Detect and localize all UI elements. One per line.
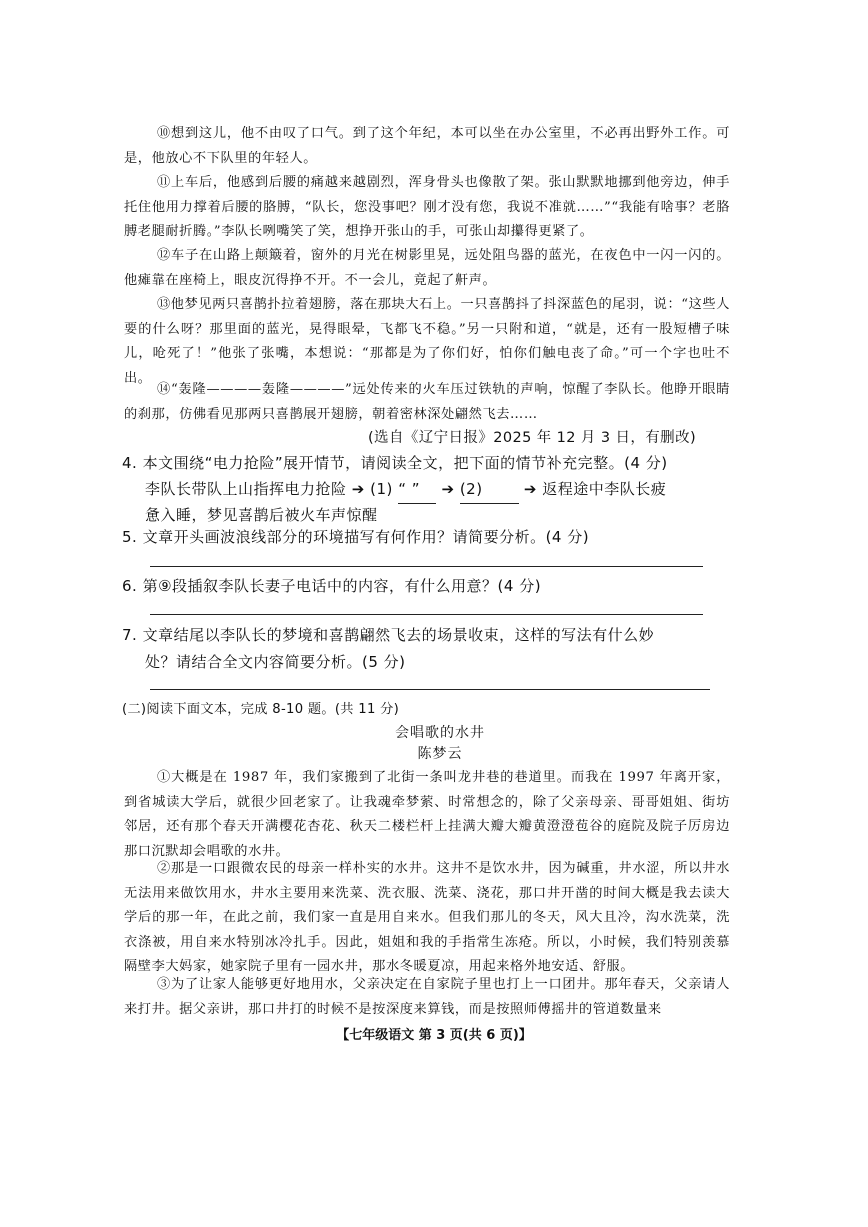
question-7-line2: 处？请结合全文内容简要分析。(5 分) (145, 652, 406, 671)
arrow-icon: ➔ (523, 480, 537, 498)
paragraph-10: ⑩想到这儿，他不由叹了口气。到了这个年纪，本可以坐在办公室里，不必再出野外工作。可是，他放心不下队里的年轻人。 (124, 126, 730, 166)
source-citation: (选自《辽宁日报》2025 年 12 月 3 日，有删改) (368, 430, 697, 446)
paragraph-12: ⑫车子在山路上颠簸着，窗外的月光在树影里晃，远处阻鸟器的蓝光，在夜色中一闪一闪的。他瘫靠在座椅上，眼皮沉得挣不开。不一会儿，竟起了鼾声。 (124, 248, 730, 288)
question-4-flow-cont: 惫入睡，梦见喜鹊后被火车声惊醒 (145, 506, 378, 524)
answer-line-q5[interactable] (150, 566, 703, 567)
question-7 (122, 622, 742, 675)
blank-2-field[interactable] (483, 476, 519, 504)
section-2-heading: (二)阅读下面文本，完成 8-10 题。(共 11 分) (122, 702, 400, 717)
blank-2-label: (2) (460, 476, 483, 504)
page-footer: 【七年级语文 第 3 页(共 6 页)】 (336, 1028, 532, 1043)
flow-start: 李队长带队上山指挥电力抢险 (145, 480, 347, 498)
blank-1-label: (1) (370, 480, 393, 498)
question-7-line1: 7. 文章结尾以李队长的梦境和喜鹊翩然飞去的场景收束，这样的写法有什么妙 (122, 626, 655, 644)
question-4-flow (145, 476, 745, 504)
question-4-text: 4. 本文围绕“电力抢险”展开情节，请阅读全文，把下面的情节补充完整。(4 分) (122, 454, 668, 472)
question-6: 6. 第⑨段插叙李队长妻子电话中的内容，有什么用意？(4 分) (122, 577, 542, 595)
section2-paragraph-1: ①大概是在 1987 年，我们家搬到了北街一条叫龙井巷的巷道里。而我在 1997 年离开家，到省城读大学后，就很少回老家了。让我魂牵梦萦、时常想念的，除了父亲母亲、哥哥姐姐、街坊邻居，还有那个春天开满樱花杏花、秋天二楼栏杆上挂满大瓣大瓣黄澄澄苞谷的庭院及院子厉房边那口沉默却会唱歌的水井。 (124, 770, 730, 859)
question-4 (122, 450, 742, 477)
paragraph-14: ⑭“轰隆————轰隆————”远处传来的火车压过铁轨的声响，惊醒了李队长。他睁开眼睛的刹那，仿佛看见那两只喜鹊展开翅膀，朝着密林深处翩然飞去…… (124, 382, 730, 422)
answer-line-q7[interactable] (150, 689, 710, 690)
article-author: 陈梦云 (417, 746, 463, 762)
paragraph-11: ⑪上车后，他感到后腰的痛越来越剧烈，浑身骨头也像散了架。张山默默地挪到他旁边，伸手托住他用力撑着后腰的胳膊，“队长，您没事吧？刚才没有您，我说不准就……”“我能有啥事？老胳膊老腿耐折腾。”李队长咧嘴笑了笑，想挣开张山的手，可张山却攥得更紧了。 (124, 175, 730, 239)
paragraph-13: ⑬他梦见两只喜鹊扑拉着翅膀，落在那块大石上。一只喜鹊抖了抖深蓝色的尾羽，说：“这些人要的什么呀？那里面的蓝光，晃得眼晕，飞都飞不稳。”另一只附和道，“就是，还有一股短槽子味儿，呛死了！”他张了张嘴，本想说：“那都是为了你们好，怕你们触电丧了命。”可一个字也吐不出。 (124, 297, 730, 386)
article-title: 会唱歌的水井 (395, 725, 485, 741)
blank-1-field[interactable]: “ ” (398, 476, 436, 504)
section2-paragraph-2: ②那是一口跟微农民的母亲一样朴实的水井。这井不是饮水井，因为碱重，井水涩，所以井水无法用来做饮用水，井水主要用来洗菜、洗衣服、洗菜、浇花，那口井开凿的时间大概是我去读大学后的那一年，在此之前，我们家一直是用自来水。但我们那儿的冬天，风大且冷，沟水洗菜，洗衣涤被，用自来水特别冰冷扎手。因此，姐姐和我的手指常生冻疮。所以，小时候，我们特别羡慕隔壁李大妈家，她家院子里有一园水井，那水冬暖夏凉，用起来格外地安适、舒服。 (124, 861, 730, 974)
answer-line-q6[interactable] (150, 614, 703, 615)
arrow-icon: ➔ (351, 480, 365, 498)
question-5: 5. 文章开头画波浪线部分的环境描写有何作用？请简要分析。(4 分) (122, 528, 590, 546)
flow-end: 返程途中李队长疲 (542, 480, 667, 498)
section2-paragraph-3: ③为了让家人能够更好地用水，父亲决定在自家院子里也打上一口团井。那年春天，父亲请人来打井。据父亲讲，那口井打的时候不是按深度来算钱，而是按照师傅摇井的管道数量来 (124, 977, 730, 1017)
arrow-icon: ➔ (441, 480, 455, 498)
